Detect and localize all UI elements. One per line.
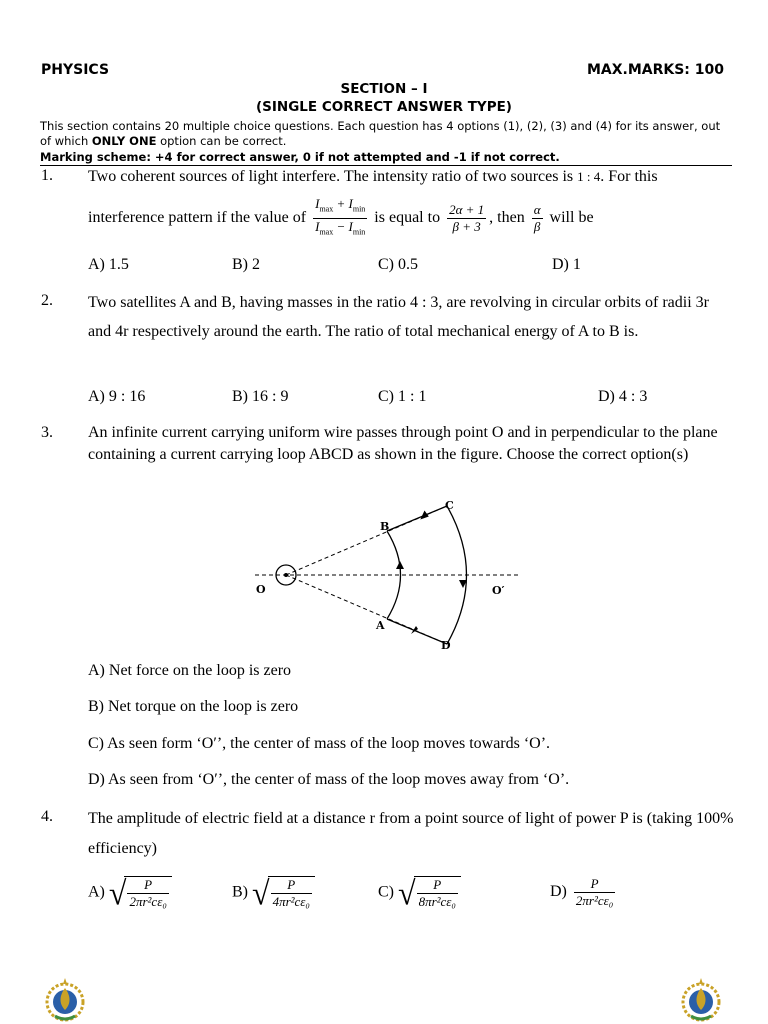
q1-ratio-fraction xyxy=(532,202,543,235)
q4c-den: 8πr²cε₀ xyxy=(418,894,456,909)
q1-line2c: , then xyxy=(489,208,529,226)
institute-logo-left-icon xyxy=(40,976,90,1024)
q1-alpha-beta-fraction xyxy=(447,202,486,235)
q4d-num: P xyxy=(574,876,615,893)
q4a-den: 2πr²cε₀ xyxy=(129,894,167,909)
q3-option-a[interactable]: A) Net force on the loop is zero xyxy=(88,662,292,679)
q4-option-b-label: B) xyxy=(232,883,248,901)
sqrt-icon: √ $\frac{P}{\text{2πr²cε₀}}$ xyxy=(109,876,172,910)
label-c: C xyxy=(445,499,454,512)
instructions-text-2: option can be correct. xyxy=(156,134,287,148)
q4b-num: P xyxy=(271,877,312,894)
instructions xyxy=(40,119,730,149)
question-1-number: 1. xyxy=(41,167,53,184)
q1-line2b: is equal to xyxy=(370,208,445,226)
frac2-num: 2α + 1 xyxy=(449,201,485,217)
q4-option-d[interactable] xyxy=(550,876,618,909)
q4c-fraction xyxy=(417,877,458,910)
q1-option-c[interactable]: C) 0.5 xyxy=(378,256,418,273)
subject-title: PHYSICS xyxy=(41,62,110,78)
frac3-num: α xyxy=(533,201,541,217)
question-4-text: The amplitude of electric field at a distance r from a point source of light of power P is (taking 100% efficiency) xyxy=(88,810,734,857)
section-type: (SINGLE CORRECT ANSWER TYPE) xyxy=(256,99,512,115)
marking-scheme: Marking scheme: +4 for correct answer, 0 if not attempted and -1 if not correct. xyxy=(40,150,560,164)
institute-logo-right-icon xyxy=(676,976,726,1024)
q4d-fraction xyxy=(574,876,615,909)
q1-ratio: 1 : 4 xyxy=(577,169,601,184)
frac1-den-i: I xyxy=(315,218,320,234)
q1-line1b: . For this xyxy=(600,168,658,185)
q4-option-c[interactable] xyxy=(378,876,461,910)
q4b-den: 4πr²cε₀ xyxy=(272,894,310,909)
instructions-text-1: This section contains 20 multiple choice questions. Each question has 4 options (1), (2), (3) and (4) for its answer, out of which xyxy=(40,119,721,148)
q4-option-b[interactable] xyxy=(232,876,315,910)
instructions-bold: ONLY ONE xyxy=(91,134,157,148)
question-3-number: 3. xyxy=(41,424,53,441)
label-b: B xyxy=(380,520,390,533)
frac1-num-sub1: max xyxy=(319,204,334,214)
question-3-text: An infinite current carrying uniform wire passes through point O and in perpendicular to the plane containing a current carrying loop ABCD as shown in the figure. Choose the correct option(s) xyxy=(88,424,718,463)
q3-option-b[interactable]: B) Net torque on the loop is zero xyxy=(88,698,299,715)
frac2-den: β + 3 xyxy=(452,218,481,234)
sqrt-icon: √ $\frac{P}{\text{8πr²cε₀}}$ xyxy=(398,876,461,910)
outer-arc-cd xyxy=(447,506,467,644)
arrow-up-inner xyxy=(396,561,404,569)
q4-option-a[interactable] xyxy=(88,876,172,910)
question-2-text: Two satellites A and B, having masses in the ratio 4 : 3, are revolving in circular orbits of radii 3r and 4r respectively around the earth. The ratio of total mechanical energy of A to B is. xyxy=(88,294,709,340)
q1-option-a[interactable]: A) 1.5 xyxy=(88,256,129,273)
q1-intensity-fraction xyxy=(313,196,367,240)
question-1-line2 xyxy=(88,196,736,240)
label-d: D xyxy=(441,639,451,652)
question-1-text xyxy=(88,163,736,191)
frac1-num-i: I xyxy=(315,196,320,211)
q4d-den: 2πr²cε₀ xyxy=(575,893,614,908)
frac1-num-sub2: min xyxy=(352,204,366,214)
q3-option-d[interactable]: D) As seen from ‘O′’, the center of mass of the loop moves away from ‘O’. xyxy=(88,771,570,788)
question-2-number: 2. xyxy=(41,292,53,309)
q3-option-c[interactable]: C) As seen form ‘O′’, the center of mass of the loop moves towards ‘O’. xyxy=(88,735,551,752)
q4a-fraction xyxy=(127,877,168,910)
segment-da xyxy=(387,619,447,644)
segment-bc xyxy=(387,506,447,531)
frac1-den-sub2: min xyxy=(352,227,366,237)
frac1-den-op: − I xyxy=(333,218,353,234)
section-title: SECTION – I xyxy=(340,81,428,97)
q4b-fraction xyxy=(271,877,312,910)
q2-option-d[interactable]: D) 4 : 3 xyxy=(598,388,648,405)
label-o-prime: O′ xyxy=(492,584,505,597)
q2-option-a[interactable]: A) 9 : 16 xyxy=(88,388,146,405)
frac3-den: β xyxy=(533,218,541,234)
q4c-num: P xyxy=(417,877,458,894)
frac1-den-sub1: max xyxy=(319,227,334,237)
q1-line2a: interference pattern if the value of xyxy=(88,208,311,226)
q4-option-c-label: C) xyxy=(378,883,394,901)
q4-option-a-label: A) xyxy=(88,883,105,901)
q1-line1a: Two coherent sources of light interfere. The intensity ratio of two sources is xyxy=(88,168,578,185)
q1-option-b[interactable]: B) 2 xyxy=(232,256,260,273)
q4a-num: P xyxy=(127,877,168,894)
q2-option-b[interactable]: B) 16 : 9 xyxy=(232,388,289,405)
question-4-number: 4. xyxy=(41,808,53,825)
label-a: A xyxy=(376,619,385,632)
label-o: O xyxy=(256,583,266,596)
q1-option-d[interactable]: D) 1 xyxy=(552,256,581,273)
q4-option-d-label: D) xyxy=(550,883,567,901)
loop-figure xyxy=(250,495,530,655)
q2-option-c[interactable]: C) 1 : 1 xyxy=(378,388,427,405)
sqrt-icon: √ $\frac{P}{\text{4πr²cε₀}}$ xyxy=(252,876,315,910)
frac1-num-op: + I xyxy=(333,196,353,211)
max-marks: MAX.MARKS: 100 xyxy=(586,62,724,78)
q1-line2d: will be xyxy=(545,208,594,226)
